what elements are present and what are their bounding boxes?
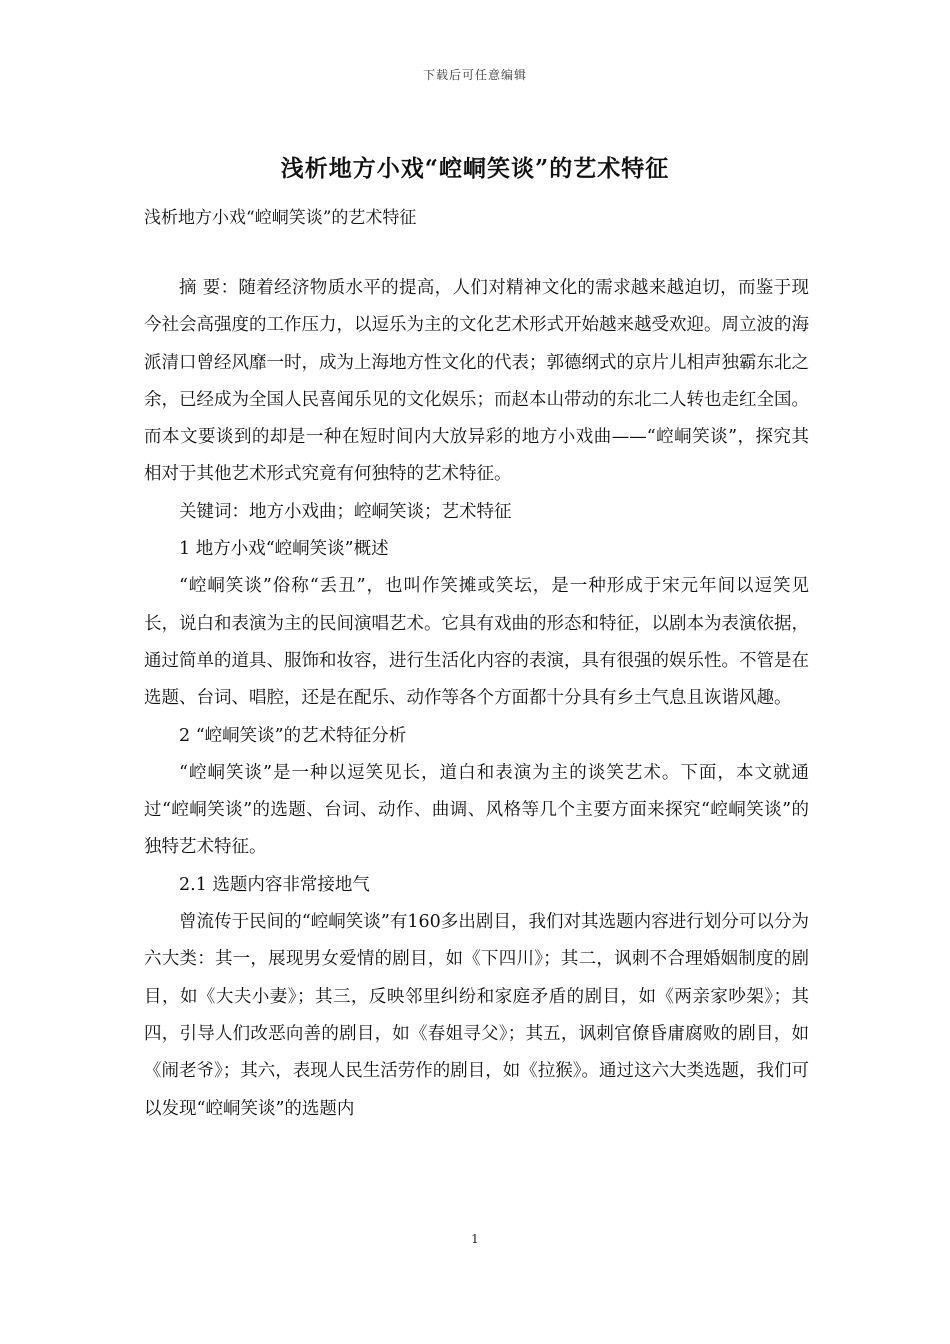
body-paragraph: “崆峒笑谈”是一种以逗笑见长，道白和表演为主的谈笑艺术。下面，本文就通过“崆峒笑谈”的选题、台词、动作、曲调、风格等几个主要方面来探究“崆峒笑谈”的独特艺术特征。	[144, 762, 809, 858]
header-note: 下载后可任意编辑	[422, 68, 527, 82]
section-heading-2: 2 “崆峒笑谈”的艺术特征分析	[179, 725, 407, 746]
document-body	[144, 270, 809, 1128]
page-number: 1	[471, 1232, 479, 1246]
abstract-paragraph: 摘 要：随着经济物质水平的提高，人们对精神文化的需求越来越迫切，而鉴于现今社会高强度的工作压力，以逗乐为主的文化艺术形式开始越来越受欢迎。周立波的海派清口曾经风靡一时，成为上海地方性文化的代表；郭德纲式的京片儿相声独霸东北之余，已经成为全国人民喜闻乐见的文化娱乐；而赵本山带动的东北二人转也走红全国。而本文要谈到的却是一种在短时间内大放异彩的地方小戏曲——“崆峒笑谈”，探究其相对于其他艺术形式究竟有何独特的艺术特征。	[144, 278, 809, 485]
body-paragraph: “崆峒笑谈”俗称“丢丑”，也叫作笑摊或笑坛，是一种形成于宋元年间以逗笑见长，说白和表演为主的民间演唱艺术。它具有戏曲的形态和特征，以剧本为表演依据，通过简单的道具、服饰和妆容，进行生活化内容的表演，具有很强的娱乐性。不管是在选题、台词、唱腔，还是在配乐、动作等各个方面都十分具有乡土气息且诙谐风趣。	[144, 576, 809, 709]
body-paragraph: 曾流传于民间的“崆峒笑谈”有160多出剧目，我们对其选题内容进行划分可以分为六大类：其一，展现男女爱情的剧目，如《下四川》；其二，讽刺不合理婚姻制度的剧目，如《大夫小妻》；其三，反映邻里纠纷和家庭矛盾的剧目，如《两亲家吵架》；其四，引导人们改恶向善的剧目，如《春姐寻父》；其五，讽刺官僚昏庸腐败的剧目，如《闹老爷》；其六，表现人民生活劳作的剧目，如《拉猴》。通过这六大类选题，我们可以发现“崆峒笑谈”的选题内	[144, 912, 809, 1119]
section-heading-1: 1 地方小戏“崆峒笑谈”概述	[179, 539, 389, 560]
section-heading-2-1: 2.1 选题内容非常接地气	[179, 874, 370, 895]
keywords-paragraph: 关键词：地方小戏曲；崆峒笑谈；艺术特征	[179, 501, 512, 522]
document-subtitle: 浅析地方小戏“崆峒笑谈”的艺术特征	[144, 208, 417, 228]
document-title: 浅析地方小戏“崆峒笑谈”的艺术特征	[280, 155, 670, 182]
